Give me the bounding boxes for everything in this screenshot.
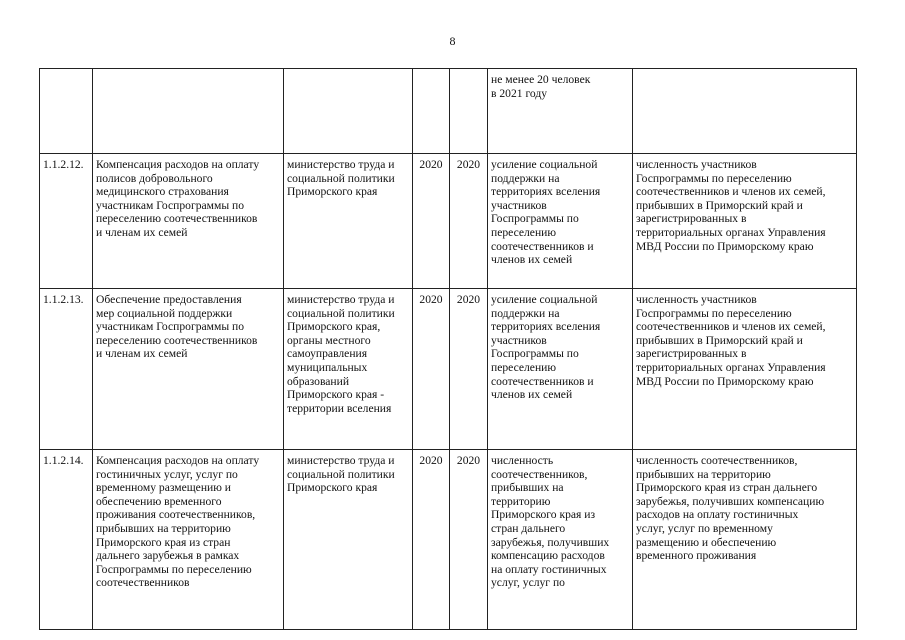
measure-name-line: Госпрограммы по переселению (96, 562, 252, 576)
end-year: 2020 (456, 293, 481, 306)
expected-result-line: Госпрограммы по (491, 347, 579, 361)
expected-result-line: соотечественников и (491, 239, 594, 253)
executor-cell (284, 154, 413, 289)
measure-name-line: проживания соотечественников, (96, 508, 256, 522)
expected-result-cell (488, 69, 633, 154)
table-row (40, 450, 857, 630)
end-year-cell (450, 289, 488, 450)
expected-result-line: поддержки на (491, 306, 560, 320)
expected-result-line: соотечественников и (491, 374, 594, 388)
indicator-line: зарубежья, получивших компенсацию (636, 494, 825, 508)
table-row (40, 289, 857, 450)
indicator-cell (633, 154, 857, 289)
measure-name-cell (93, 154, 284, 289)
expected-result-line: соотечественников, (491, 467, 588, 481)
start-year-cell (413, 289, 450, 450)
indicator-line: прибывших в Приморский край и (636, 198, 803, 212)
table-row (40, 154, 857, 289)
indicator-line: численность участников (636, 158, 757, 171)
executor-line: социальной политики (287, 467, 395, 481)
measure-name-line: прибывших на территорию (96, 521, 231, 535)
indicator-line: временного проживания (636, 549, 757, 563)
measure-name-line: переселению соотечественников (96, 333, 258, 347)
expected-result-line: переселению (491, 360, 557, 374)
executor-line: Приморского края (287, 185, 378, 199)
page-number: 8 (449, 34, 456, 48)
indicator-line: численность соотечественников, (636, 454, 798, 467)
expected-result-line: прибывших на (491, 481, 564, 495)
measure-name-cell (93, 289, 284, 450)
expected-result-line: переселению (491, 225, 557, 239)
measure-name-line: мер социальной поддержки (96, 306, 233, 320)
expected-result-line: численность (491, 454, 554, 467)
start-year: 2020 (419, 158, 443, 171)
indicator-line: территориальных органах Управления (636, 225, 826, 239)
executor-line: социальной политики (287, 171, 395, 185)
row-code-cell (40, 289, 93, 450)
expected-result-line: услуг, услуг по (491, 576, 565, 590)
executor-line: органы местного (287, 333, 371, 347)
expected-result-line: территориях вселения (491, 320, 601, 334)
expected-result-line: стран дальнего (491, 521, 566, 535)
indicator-line: МВД России по Приморскому краю (636, 239, 814, 253)
start-year-cell (413, 154, 450, 289)
measure-name-cell (93, 450, 284, 630)
executor-cell (284, 69, 413, 154)
expected-result-line: Приморского края из (491, 508, 596, 522)
start-year: 2020 (419, 454, 443, 467)
executor-line: Приморского края - (287, 388, 385, 402)
expected-result-line: членов их семей (491, 388, 573, 402)
start-year-cell (413, 69, 450, 154)
indicator-line: Госпрограммы по переселению (636, 171, 792, 185)
indicator-line: зарегистрированных в (636, 347, 747, 361)
expected-result-line: на оплату гостиничных (491, 562, 607, 576)
measure-name-line: Обеспечение предоставления (96, 293, 242, 306)
measure-name-line: Компенсация расходов на оплату (96, 454, 260, 467)
executor-line: образований (287, 374, 350, 388)
row-code: 1.1.2.14. (43, 454, 84, 467)
expected-result-line: усиление социальной (491, 158, 598, 171)
indicator-line: территориальных органах Управления (636, 360, 826, 374)
end-year-cell (450, 69, 488, 154)
expected-result-line: Госпрограммы по (491, 212, 579, 226)
expected-result-line: зарубежья, получивших (491, 535, 610, 549)
indicator-line: зарегистрированных в (636, 212, 747, 226)
expected-result-line: поддержки на (491, 171, 560, 185)
measure-name-line: дальнего зарубежья в рамках (96, 549, 240, 563)
measure-name-line: временному размещению и (96, 481, 232, 495)
end-year-cell (450, 154, 488, 289)
expected-result-line: в 2021 году (491, 86, 548, 100)
expected-result-line: территориях вселения (491, 185, 601, 199)
executor-line: министерство труда и (287, 158, 395, 171)
expected-result-line: компенсацию расходов (491, 549, 605, 563)
measure-name-line: Приморского края из стран (96, 535, 231, 549)
indicator-line: прибывших на территорию (636, 467, 771, 481)
measure-name-line: участникам Госпрограммы по (96, 198, 245, 212)
executor-line: Приморского края (287, 481, 378, 495)
indicator-line: численность участников (636, 293, 757, 306)
indicator-line: прибывших в Приморский край и (636, 333, 803, 347)
indicator-line: Госпрограммы по переселению (636, 306, 792, 320)
expected-result-cell (488, 154, 633, 289)
row-code: 1.1.2.13. (43, 293, 84, 306)
indicator-line: расходов на оплату гостиничных (636, 508, 799, 522)
indicator-cell (633, 289, 857, 450)
indicator-line: соотечественников и членов их семей, (636, 185, 826, 199)
executor-line: муниципальных (287, 360, 368, 374)
measure-name-line: соотечественников (96, 576, 190, 590)
indicator-cell (633, 450, 857, 630)
end-year: 2020 (456, 454, 481, 467)
measure-name-line: и членам их семей (96, 347, 188, 361)
measure-name-line: полисов добровольного (96, 171, 213, 185)
table-row (40, 69, 857, 154)
expected-result-line: участников (491, 333, 547, 347)
row-code-cell (40, 69, 93, 154)
measure-name-line: Компенсация расходов на оплату (96, 158, 260, 171)
indicator-line: МВД России по Приморскому краю (636, 374, 814, 388)
indicator-line: соотечественников и членов их семей, (636, 320, 826, 334)
measure-name-line: участникам Госпрограммы по (96, 320, 245, 334)
measure-name-line: медицинского страхования (96, 185, 229, 199)
expected-result-cell (488, 450, 633, 630)
start-year: 2020 (419, 293, 443, 306)
executor-line: территории вселения (287, 401, 392, 415)
executor-line: министерство труда и (287, 293, 395, 306)
measures-table (39, 68, 857, 630)
measure-name-line: переселению соотечественников (96, 212, 258, 226)
measure-name-line: гостиничных услуг, услуг по (96, 467, 238, 481)
measure-name-line: обеспечению временного (96, 494, 222, 508)
expected-result-cell (488, 289, 633, 450)
executor-line: социальной политики (287, 306, 395, 320)
expected-result-line: территорию (491, 494, 551, 508)
executor-line: самоуправления (287, 347, 368, 361)
executor-cell (284, 450, 413, 630)
measure-name-line: и членам их семей (96, 225, 188, 239)
row-code-cell (40, 154, 93, 289)
measure-name-cell (93, 69, 284, 154)
expected-result-line: участников (491, 198, 547, 212)
expected-result-line: усиление социальной (491, 293, 598, 306)
expected-result-line: членов их семей (491, 253, 573, 267)
end-year-cell (450, 450, 488, 630)
indicator-line: размещению и обеспечению (636, 535, 777, 549)
executor-cell (284, 289, 413, 450)
end-year: 2020 (456, 158, 481, 171)
indicator-cell (633, 69, 857, 154)
start-year-cell (413, 450, 450, 630)
indicator-line: Приморского края из стран дальнего (636, 481, 818, 495)
row-code: 1.1.2.12. (43, 158, 84, 171)
executor-line: Приморского края, (287, 320, 381, 334)
row-code-cell (40, 450, 93, 630)
expected-result-line: не менее 20 человек (491, 73, 591, 86)
executor-line: министерство труда и (287, 454, 395, 467)
indicator-line: услуг, услуг по временному (636, 521, 773, 535)
